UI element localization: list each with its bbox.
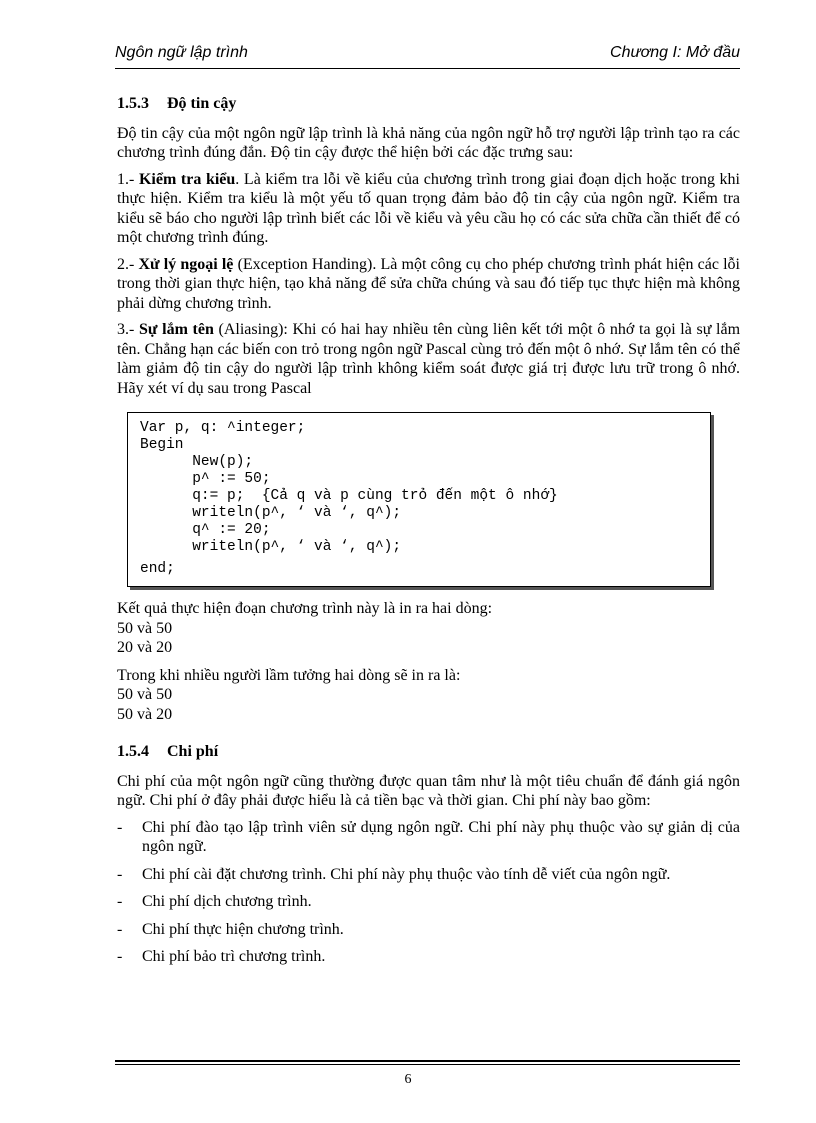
code-line: end; <box>140 561 175 577</box>
code-line: q:= p; {Cả q và p cùng trỏ đến một ô nhớ} <box>140 488 558 504</box>
section-number: 1.5.4 <box>117 743 149 760</box>
dash-bullet: - <box>117 893 123 910</box>
result-line: 50 và 50 <box>117 619 173 637</box>
section-number: 1.5.3 <box>117 95 149 112</box>
result-intro: Kết quả thực hiện đoạn chương trình này là in ra hai dòng: <box>117 600 493 617</box>
reliability-intro: Độ tin cậy của một ngôn ngữ lập trình là khả năng của ngôn ngữ hỗ trợ người lập trình tạo ra các chương trình đúng đắn. Độ tin cậy được thể hiện bởi các đặc trưng sau: <box>117 124 740 161</box>
code-line: writeln(p^, ‘ và ‘, q^); <box>140 505 402 521</box>
code-line: New(p); <box>140 454 254 470</box>
dash-bullet: - <box>117 865 123 883</box>
item-text: . Là kiểm tra lỗi về kiểu của chương trình trong giai đoạn dịch hoặc trong khi thực hiện. Kiểm tra kiểu là một yếu tố quan trọng đảm bảo độ tin cậy của ngôn ngữ. Kiểm tra kiểu sẽ báo cho người lập trình biết các lỗi về kiểu và yêu cầu họ có các sửa chữa cần thiết để có một chương trình đúng. <box>117 170 741 246</box>
cost-list <box>117 818 740 967</box>
footer-divider-thin <box>115 1064 740 1065</box>
code-line: Begin <box>140 437 184 453</box>
reliability-item-aliasing <box>117 320 740 398</box>
reliability-item-exception-handling <box>117 255 740 314</box>
result-line: 20 và 20 <box>117 639 173 656</box>
code-line: p^ := 50; <box>140 471 271 487</box>
section-title: Độ tin cậy <box>167 95 237 112</box>
pascal-code-block <box>127 412 711 587</box>
list-item <box>117 920 740 940</box>
item-text: (Exception Handing). Là một công cụ cho phép chương trình phát hiện các lỗi trong thời gian thực hiện, tạo khả năng để sửa chữa chúng và sau đó tiếp tục thực hiện mà không phải dừng chương trình. <box>117 255 741 312</box>
section-heading-1-5-4 <box>117 742 740 762</box>
list-item <box>117 892 740 912</box>
mistaken-intro: Trong khi nhiều người lầm tưởng hai dòng sẽ in ra là: <box>117 666 461 684</box>
page-number: 6 <box>404 1072 412 1087</box>
dash-bullet: - <box>117 920 123 938</box>
page-header <box>115 44 740 68</box>
list-item <box>117 818 740 857</box>
reliability-item-type-checking <box>117 170 740 248</box>
header-divider <box>115 68 740 69</box>
item-prefix: 2.- <box>117 255 139 273</box>
mistaken-line: 50 và 50 <box>117 686 173 703</box>
item-term: Kiểm tra kiểu <box>138 170 236 188</box>
list-item-text: Chi phí thực hiện chương trình. <box>142 920 344 938</box>
item-term: Sự lắm tên <box>138 321 214 338</box>
header-chapter-title: Chương I: Mở đầu <box>610 44 740 61</box>
list-item-text: Chi phí dịch chương trình. <box>142 893 312 910</box>
mistaken-line: 50 và 20 <box>117 705 173 723</box>
code-line: q^ := 20; <box>140 522 271 538</box>
footer-divider-thick <box>115 1060 740 1062</box>
code-line: writeln(p^, ‘ và ‘, q^); <box>140 539 402 555</box>
header-book-title: Ngôn ngữ lập trình <box>115 44 248 61</box>
item-prefix: 1.- <box>117 170 139 188</box>
cost-intro: Chi phí của một ngôn ngữ cũng thường được quan tâm như là một tiêu chuẩn để đánh giá ngôn ngữ. Chi phí ở đây phải được hiểu là cả tiền bạc và thời gian. Chi phí này bao gồm: <box>117 772 740 809</box>
list-item <box>117 865 740 885</box>
list-item-text: Chi phí đào tạo lập trình viên sử dụng ngôn ngữ. Chi phí này phụ thuộc vào sự giản dị của ngôn ngữ. <box>142 818 740 855</box>
dash-bullet: - <box>117 948 123 965</box>
dash-bullet: - <box>117 818 123 836</box>
page-body <box>117 94 740 975</box>
item-prefix: 3.- <box>117 321 139 338</box>
section-title: Chi phí <box>167 743 219 760</box>
code-line: Var p, q: ^integer; <box>140 420 306 436</box>
item-text: (Aliasing): Khi có hai hay nhiều tên cùng liên kết tới một ô nhớ ta gọi là sự lắm tên. Chẳng hạn các biến con trỏ trong ngôn ngữ Pascal cùng trỏ đến một ô nhớ. Sự lắm tên có thể làm giảm độ tin cậy do người lập trình không kiểm soát được giá trị được lưu trữ trong ô nhớ. Hãy xét ví dụ sau trong Pascal <box>117 321 741 397</box>
section-heading-1-5-3 <box>117 94 740 114</box>
list-item-text: Chi phí cài đặt chương trình. Chi phí này phụ thuộc vào tính dễ viết của ngôn ngữ. <box>142 865 671 883</box>
list-item-text: Chi phí bảo trì chương trình. <box>142 948 326 965</box>
list-item <box>117 947 740 967</box>
item-term: Xử lý ngoại lệ <box>138 255 234 273</box>
